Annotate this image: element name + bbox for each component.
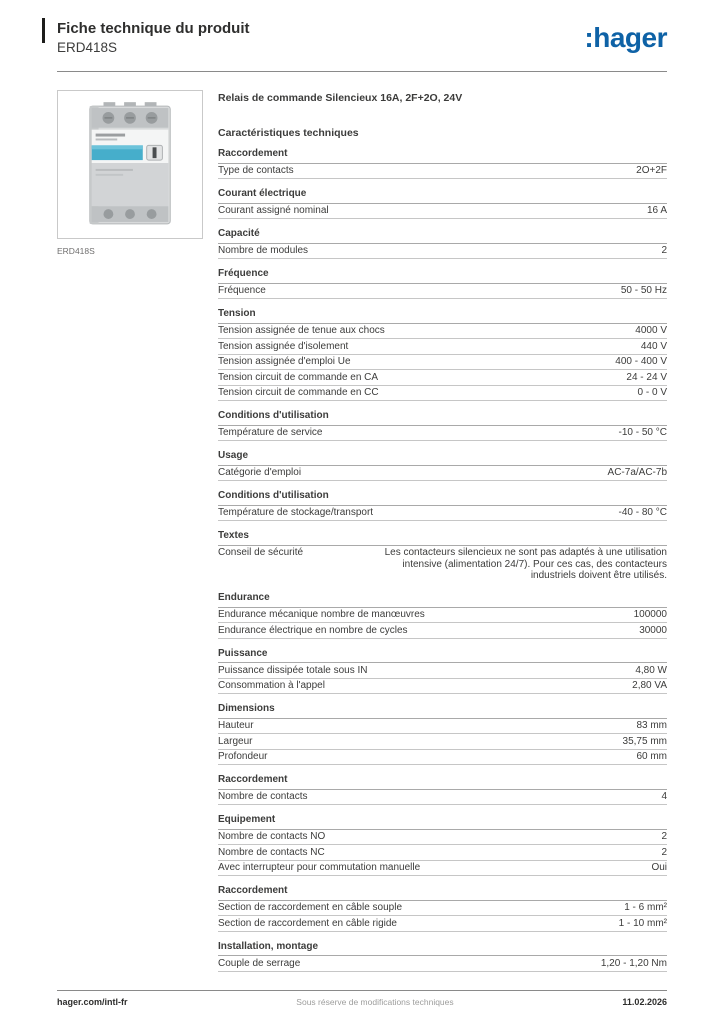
spec-section [218,885,667,932]
section-rows [218,204,667,220]
spec-label: Endurance mécanique nombre de manœuvres [218,609,425,620]
spec-section [218,648,667,695]
spec-section [218,228,667,259]
spec-value: 440 V [640,340,667,352]
spec-value: -10 - 50 °C [618,427,667,438]
spec-label: Nombre de contacts [218,791,308,802]
spec-section [218,703,667,765]
spec-label: Nombre de contacts NC [218,846,325,858]
page-footer [57,997,667,1007]
spec-column [218,92,667,972]
section-rows [218,719,667,766]
section-title: Usage [218,450,667,466]
spec-label: Tension assignée d'emploi Ue [218,356,351,367]
section-rows [218,324,667,402]
spec-label: Conseil de sécurité [218,547,304,558]
spec-row [218,355,667,371]
spec-label: Puissance dissipée totale sous IN [218,664,368,676]
section-title: Raccordement [218,774,667,790]
footer-website: hager.com/intl-fr [57,997,128,1007]
spec-row [218,608,667,624]
spec-section [218,410,667,441]
spec-value: 2 [661,846,667,858]
section-rows [218,164,667,180]
product-name: Relais de commande Silencieux 16A, 2F+2O, 24V [218,92,463,104]
header-divider [57,71,667,72]
spec-section [218,308,667,401]
spec-label: Nombre de modules [218,245,309,256]
spec-value: 50 - 50 Hz [620,285,667,296]
section-rows [218,830,667,877]
section-rows [218,663,667,694]
spec-value: 2 [661,245,667,256]
spec-value: 4,80 W [635,664,667,676]
spec-label: Profondeur [218,751,268,762]
spec-value: 4 [661,791,667,802]
spec-row [218,679,667,695]
footer-divider [57,990,667,991]
spec-value: 100000 [633,609,667,620]
spec-row [218,734,667,750]
spec-row [218,339,667,355]
section-title: Conditions d'utilisation [218,490,667,506]
spec-label: Fréquence [218,285,266,296]
spec-row [218,750,667,766]
spec-value: 2O+2F [636,165,667,176]
spec-value: 4000 V [635,325,667,336]
spec-value: 16 A [646,205,667,216]
section-title: Puissance [218,648,667,664]
spec-section [218,268,667,299]
spec-label: Section de raccordement en câble rigide [218,917,397,929]
section-title: Equipement [218,814,667,830]
hager-logo: :hager [584,22,667,53]
crop-mark [42,18,45,43]
specs-heading: Caractéristiques techniques [218,127,359,139]
spec-value: 1 - 6 mm² [624,902,667,913]
section-rows [218,956,667,972]
spec-label: Tension circuit de commande en CA [218,371,379,383]
spec-value: 83 mm [636,720,667,731]
spec-label: Avec interrupteur pour commutation manuelle [218,862,421,873]
spec-section [218,774,667,805]
section-title: Capacité [218,228,667,244]
spec-label: Température de service [218,427,323,438]
footer-disclaimer: Sous réserve de modifications techniques [296,997,454,1007]
spec-row [218,324,667,340]
section-title: Tension [218,308,667,324]
spec-row [218,901,667,917]
spec-label: Courant assigné nominal [218,205,329,216]
spec-label: Hauteur [218,720,254,731]
contactor-product-image [76,102,184,228]
spec-row [218,164,667,180]
spec-label: Catégorie d'emploi [218,467,302,478]
spec-row [218,370,667,386]
spec-row [218,204,667,220]
section-title: Dimensions [218,703,667,719]
document-title: Fiche technique du produit [57,20,250,37]
spec-row [218,284,667,300]
spec-section [218,188,667,219]
spec-label: Nombre de contacts NO [218,831,326,842]
section-title: Raccordement [218,885,667,901]
section-rows [218,790,667,806]
spec-row [218,830,667,846]
spec-value: 30000 [639,624,667,636]
spec-row [218,845,667,861]
section-title: Endurance [218,592,667,608]
spec-label: Consommation à l'appel [218,680,325,691]
section-title: Fréquence [218,268,667,284]
footer-date: 11.02.2026 [622,997,667,1007]
spec-row [218,790,667,806]
spec-row [218,546,667,584]
section-title: Installation, montage [218,941,667,957]
product-code: ERD418S [57,40,118,55]
spec-value: Les contacteurs silencieux ne sont pas adaptés à une utilisation intensive (alimentation 24/7). Pour ces cas, des contacteurs industriels doivent être utilisés. [384,547,667,581]
section-title: Textes [218,530,667,546]
spec-row [218,956,667,972]
section-rows [218,466,667,482]
section-rows [218,506,667,522]
spec-label: Largeur [218,735,253,747]
spec-value: 1,20 - 1,20 Nm [600,957,667,969]
spec-value: 0 - 0 V [637,387,667,398]
spec-label: Section de raccordement en câble souple [218,902,403,913]
spec-value: AC-7a/AC-7b [607,467,667,478]
spec-value: 35,75 mm [622,735,667,747]
section-rows [218,284,667,300]
spec-section [218,530,667,583]
spec-label: Température de stockage/transport [218,507,374,518]
spec-label: Tension assignée de tenue aux chocs [218,325,385,336]
spec-row [218,719,667,735]
page-header [57,20,667,70]
section-rows [218,608,667,639]
spec-value: 60 mm [636,751,667,762]
spec-value: 24 - 24 V [626,371,667,383]
spec-value: 2,80 VA [632,680,667,691]
spec-label: Tension circuit de commande en CC [218,387,379,398]
spec-section [218,490,667,521]
section-title: Raccordement [218,148,667,164]
spec-row [218,426,667,442]
spec-label: Couple de serrage [218,957,301,969]
spec-value: Oui [651,862,667,873]
spec-label: Type de contacts [218,165,294,176]
spec-value: -40 - 80 °C [618,507,667,518]
section-rows [218,244,667,260]
spec-value: 400 - 400 V [615,356,667,367]
spec-label: Tension assignée d'isolement [218,340,349,352]
spec-row [218,663,667,679]
spec-row [218,466,667,482]
spec-section [218,148,667,179]
spec-section [218,814,667,876]
spec-row [218,244,667,260]
product-photo-caption: ERD418S [57,246,95,256]
spec-row [218,386,667,402]
spec-section [218,941,667,972]
spec-row [218,861,667,877]
section-title: Courant électrique [218,188,667,204]
spec-row [218,506,667,522]
spec-sections [218,148,667,972]
spec-section [218,592,667,639]
spec-value: 1 - 10 mm² [618,917,667,929]
spec-label: Endurance électrique en nombre de cycles [218,624,408,636]
spec-row [218,623,667,639]
section-rows [218,546,667,584]
spec-section [218,450,667,481]
product-photo-frame [57,90,203,239]
section-title: Conditions d'utilisation [218,410,667,426]
section-rows [218,901,667,932]
section-rows [218,426,667,442]
spec-row [218,916,667,932]
spec-value: 2 [661,831,667,842]
